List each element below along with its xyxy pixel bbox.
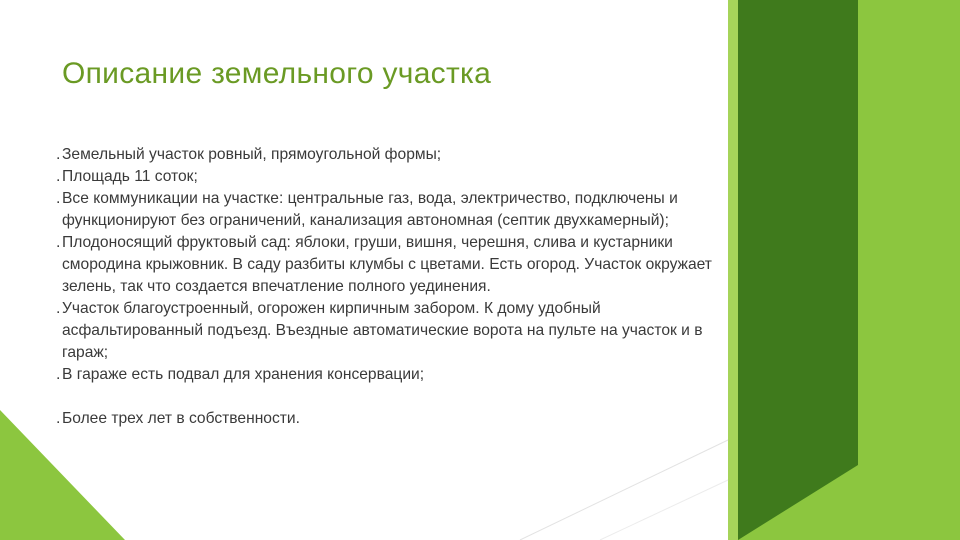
bullet-list xyxy=(56,144,716,430)
list-item xyxy=(56,166,716,188)
bullet-marker: . xyxy=(56,168,61,185)
list-item-text: Земельный участок ровный, прямоугольной формы; xyxy=(62,146,442,163)
bullet-marker: . xyxy=(56,410,61,427)
list-item xyxy=(56,364,716,386)
bullet-marker: . xyxy=(56,190,61,207)
list-item xyxy=(56,144,716,166)
list-item-text: Плодоносящий фруктовый сад: яблоки, груши, вишня, черешня, слива и кустарники смородина крыжовник. В саду разбиты клумбы с цветами. Есть огород. Участок окружает зелень, так что создается впечатление полного уединения. xyxy=(62,234,712,295)
list-item xyxy=(56,232,716,298)
list-item-text: Площадь 11 соток; xyxy=(62,168,198,185)
list-item xyxy=(56,298,716,364)
bullet-marker: . xyxy=(56,300,61,317)
list-item xyxy=(56,188,716,232)
faint-diagonal-line-2 xyxy=(600,480,728,540)
bullet-marker: . xyxy=(56,146,61,163)
list-item-text: Более трех лет в собственности. xyxy=(62,410,300,427)
list-item xyxy=(56,408,716,430)
list-item-text: В гараже есть подвал для хранения консервации; xyxy=(62,366,425,383)
list-item-text: Участок благоустроенный, огорожен кирпичным забором. К дому удобный асфальтированный подъезд. Въездные автоматические ворота на пульте на участок и в гараж; xyxy=(62,300,703,361)
slide-title: Описание земельного участка xyxy=(62,57,492,90)
list-item-text: Все коммуникации на участке: центральные газ, вода, электричество, подключены и функционируют без ограничений, канализация автономная (септик двухкамерный); xyxy=(62,190,678,229)
right-dark-band xyxy=(738,0,858,540)
bullet-marker: . xyxy=(56,366,61,383)
faint-diagonal-line-1 xyxy=(520,440,728,540)
bullet-marker: . xyxy=(56,234,61,251)
right-band-highlight xyxy=(728,0,738,540)
